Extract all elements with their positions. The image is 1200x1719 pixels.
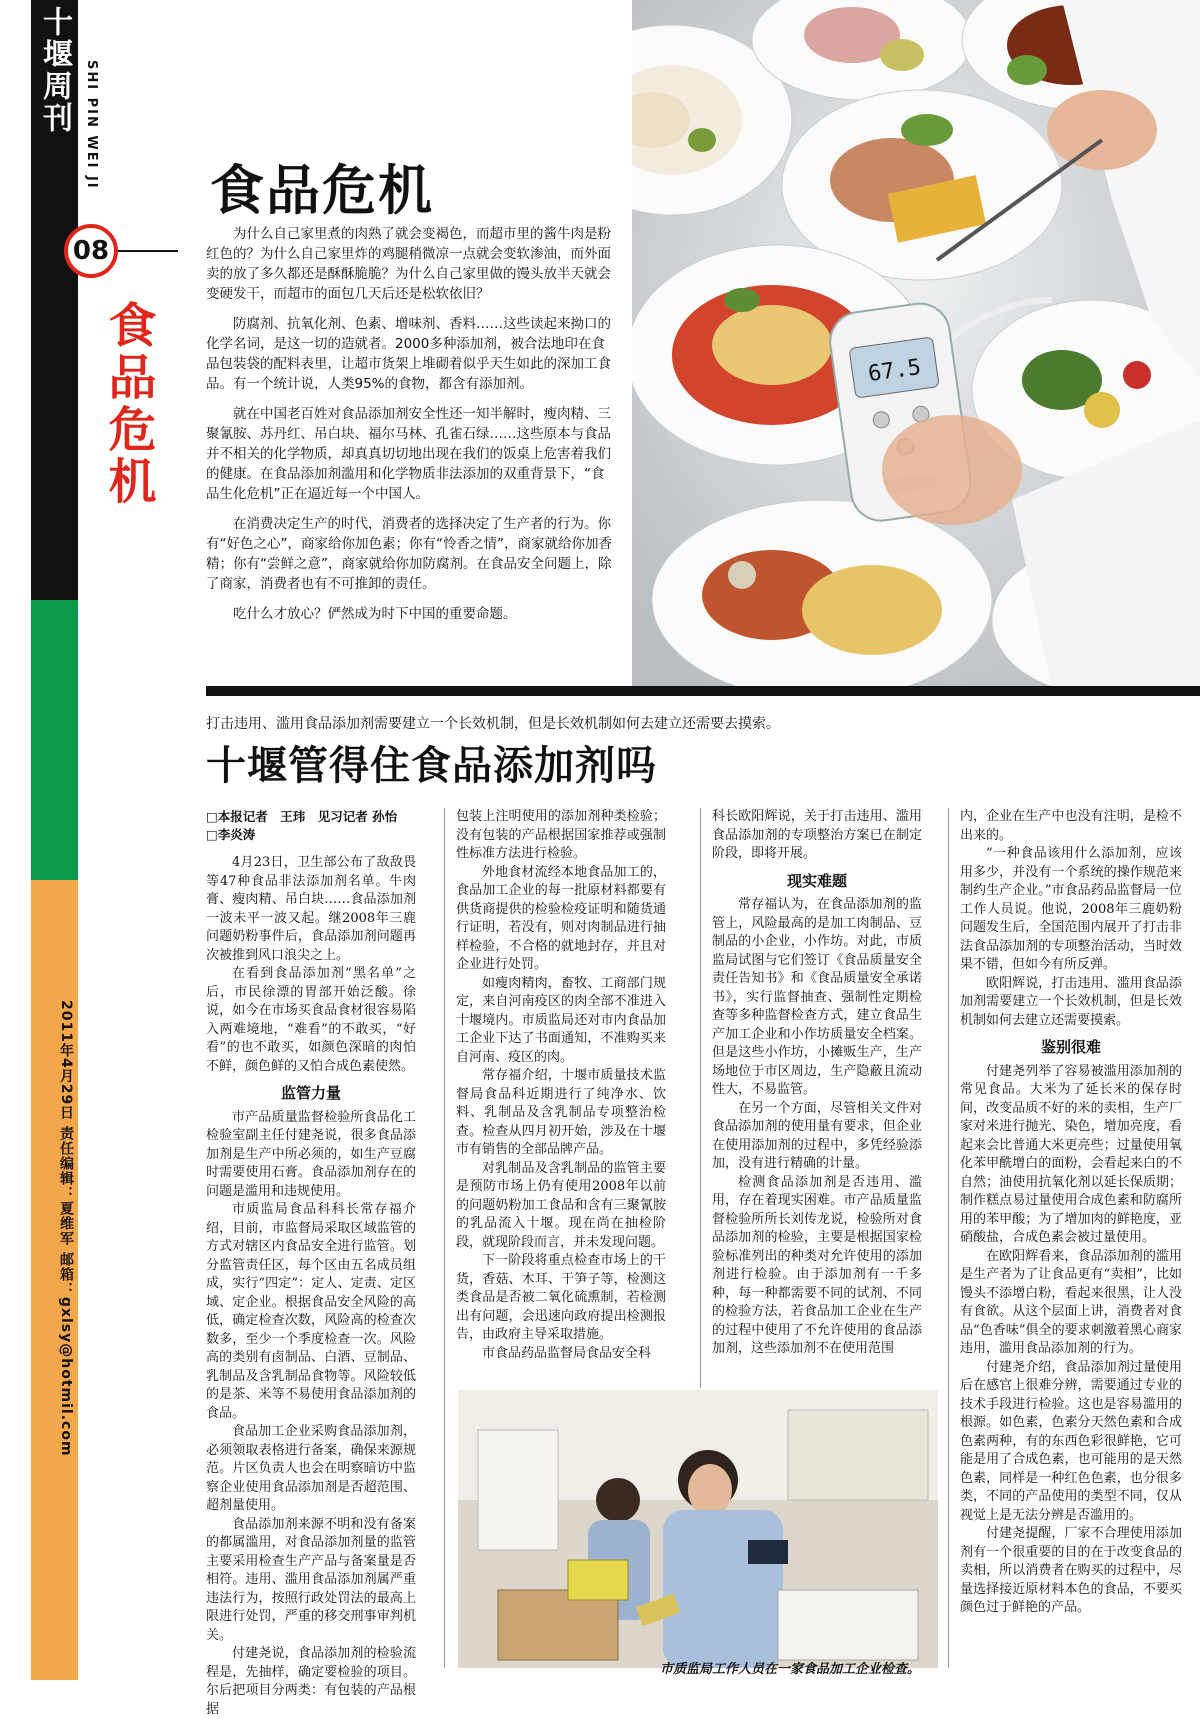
paragraph: 下一阶段将重点检查市场上的干货，香菇、木耳、干笋子等，检测这类食品是否被二氧化硫熏制，若检测出有问题，会迅速向政府提出检测报告，由政府主导采取措施。 xyxy=(456,1253,666,1342)
page-number-rule xyxy=(118,250,178,252)
paragraph: 内，企业在生产中也没有注明，是检不出来的。 xyxy=(960,809,1182,843)
hero-photo-food-thermometer xyxy=(632,0,1200,690)
byline-line: □李炎涛 xyxy=(206,827,256,842)
inspectors-illustration xyxy=(458,1390,938,1668)
paragraph: 4月23日，卫生部公布了敌敌畏等47种食品非法添加剂名单。牛肉膏、瘦肉精、吊白块……食品添加剂一波未平一波又起。继2008年三鹿问题奶粉事件后，食品添加剂问题再次被推到风口浪尖之上。 xyxy=(206,855,416,963)
hero-divider-bar xyxy=(206,686,1200,696)
paragraph: 检测食品添加剂是否违用、滥用，存在着现实困难。市产品质量监督检验所所长刘传龙说，检验所对食品添加剂的检验，主要是根据国家检验标准列出的种类对允许使用的添加剂进行检验。由于添加剂有一千多种，每一种都需要不同的试剂、不同的检验方法，若食品加工企业在生产的过程中使用了不允许使用的食品添加剂，这些添加剂不在使用范围 xyxy=(712,1174,922,1356)
article-column-1 xyxy=(206,808,416,1717)
paragraph: 食品添加剂来源不明和没有备案的都属滥用，对食品添加剂量的监管主要采用检查生产产品与备案量是否相符。违用、滥用食品添加剂属严重违法行为，按照行政处罚法的最高上限进行处罚，严重的移交刑事审判机关。 xyxy=(206,1516,416,1643)
paragraph: “一种食品该用什么添加剂，应该用多少，并没有一个系统的操作规范来制约生产企业。”市食品药品监督局一位工作人员说。他说，2008年三鹿奶粉问题发生后，全国范围内展开了打击非法食品添加剂的专项整治活动，当时效果不错，但如今有所反弹。 xyxy=(960,846,1182,972)
paragraph: 市质监局食品科科长常存福介绍，目前，市监督局采取区域监管的方式对辖区内食品安全进行监管。划分监管责任区，每个区由五名成员组成，实行“四定”：定人、定责、定区域、定企业。根据食品安全风险的高低，确定检查次数，风险高的检查次数多，至少一个季度检查一次。风险高的类别有卤制品、白酒、豆制品、乳制品及含乳制品食物等。风险较低的是茶、米等不易使用食品添加剂的食品。 xyxy=(206,1202,416,1421)
column-divider xyxy=(948,808,949,1668)
paragraph: 外地食材流经本地食品加工的，食品加工企业的每一批原材料都要有供货商提供的检验检疫证明和随货通行证明，若没有，则对肉制品进行抽样检验，不合格的就地封存，并且对企业进行处罚。 xyxy=(456,864,666,972)
byline xyxy=(206,808,416,844)
hero-title: 食品危机 xyxy=(210,158,434,222)
intro-paragraph: 就在中国老百姓对食品添加剂安全性还一知半解时，瘦肉精、三聚氰胺、苏丹红、吊白块、福尔马林、孔雀石绿……这些原本与食品并不相关的化学物质，却真真切切地出现在我们的饭桌上危害着我们的健康。在食品添加剂滥用和化学物质非法添加的双重背景下，“食品生化危机”正在逼近每一个中国人。 xyxy=(206,406,611,502)
paragraph: 包装上注明使用的添加剂种类检验；没有包装的产品根据国家推荐或强制性标准方法进行检验。 xyxy=(456,809,666,861)
holding-hand xyxy=(882,415,1022,525)
paragraph: 在看到食品添加剂“黑名单”之后，市民徐漂的胃部开始泛酸。徐说，如今在市场买食品食材很容易陷入两难境地，“难看”的不敢买，“好看”的也不敢买，如颜色深暗的肉怕不鲜，颜色鲜的又怕合成色素使然。 xyxy=(206,966,416,1074)
paragraph: 科长欧阳辉说，关于打击违用、滥用食品添加剂的专项整治方案已在制定阶段，即将开展。 xyxy=(712,809,922,861)
photo-caption: 市质监局工作人员在一家食品加工企业检查。 xyxy=(660,1662,921,1677)
column-divider xyxy=(444,808,445,1668)
side-rail-green xyxy=(31,600,78,880)
subheading: 现实难题 xyxy=(786,871,847,890)
page-number-badge: 08 xyxy=(64,224,118,278)
section-title-vertical: 食品危机 xyxy=(100,300,156,508)
hero-intro xyxy=(206,224,616,634)
paragraph: 在另一个方面，尽管相关文件对食品添加剂的使用量有要求，但企业在使用添加剂的过程中，多凭经验添加，没有进行精确的计量。 xyxy=(712,1100,922,1171)
intro-paragraph: 吃什么才放心？俨然成为时下中国的重要命题。 xyxy=(233,606,517,622)
paragraph: 常存福介绍，十堰市质量技术监督局食品科近期进行了纯净水、饮料、乳制品及含乳制品专项整治检查。检查从四月初开始，涉及在十堰市有销售的全部品牌产品。 xyxy=(456,1068,666,1157)
footer-date-editor-email: 2011年4月29日 责任编辑：夏维军 邮箱：gxlsy@hotmil.com xyxy=(58,1000,74,1457)
paragraph: 如瘦肉精肉，畜牧、工商部门规定，来自河南疫区的肉全部不准进入十堰境内。市质监局还对市内食品加工企业下达了书面通知，不准购买来自河南、疫区的肉。 xyxy=(456,975,666,1065)
intro-paragraph: 为什么自己家里煮的肉熟了就会变褐色，而超市里的酱牛肉是粉红色的？为什么自己家里炸的鸡腿稍微凉一点就会变软渗油，而外面卖的放了多久都还是酥酥脆脆？为什么自己家里做的馒头放半天就会变硬发干，而超市的面包几天后还是松软依旧？ xyxy=(206,226,611,302)
plate-bottom-noodles xyxy=(652,500,992,690)
paragraph: 付建尧列举了容易被滥用添加剂的常见食品。大米为了延长米的保存时间，改变品质不好的米的卖相，生产厂家对米进行抛光、染色，增加亮度，看起来会比普通大米更亮些；过量使用氧化苯甲酰增白的面粉，会看起来白的不自然；油使用抗氧化剂以延长保质期；制作糕点易过量使用合成色素和防腐所用的苯甲酸；为了增加肉的鲜艳度，亚硝酸盐，合成色素会被过量使用。 xyxy=(960,1063,1182,1245)
subheading: 鉴别很难 xyxy=(1040,1038,1101,1056)
article-column-2 xyxy=(456,808,666,1388)
thermometer-reading: 67.5 xyxy=(866,354,923,388)
column-divider xyxy=(700,808,701,1388)
article-headline: 十堰管得住食品添加剂吗 xyxy=(206,742,657,789)
paragraph: 食品加工企业采购食品添加剂，必须领取表格进行备案，确保来源规范。片区负责人也会在明察暗访中监察企业使用食品添加剂是否超范围、超剂量使用。 xyxy=(206,1424,416,1513)
paragraph: 付建尧说，食品添加剂的检验流程是，先抽样，确定要检验的项目。尔后把项目分两类：有包装的产品根据 xyxy=(206,1646,416,1717)
paragraph: 在欧阳辉看来，食品添加剂的滥用是生产者为了让食品更有“卖相”，比如馒头不添增白粉，看起来很黑，让人没有食欲。从这个层面上讲，消费者对食品“色香味”俱全的要求刺激着黑心商家违用，滥用食品添加剂的行为。 xyxy=(960,1248,1182,1356)
article-kicker: 打击违用、滥用食品添加剂需要建立一个长效机制，但是长效机制如何去建立还需要去摸索。 xyxy=(206,716,780,732)
paragraph: 付建尧介绍，食品添加剂过量使用后在感官上很难分辨，需要通过专业的技术手段进行检验。这也是容易滥用的根源。如色素，色素分天然色素和合成色素两种，有的东西色彩很鲜艳，它可能是用了合成色素，也可能用的是天然色素，同样是一种红色色素，也分很多类，不同的产品使用的类型不同，仅从视觉上是无法分辨是否滥用的。 xyxy=(960,1359,1182,1523)
article-column-4 xyxy=(960,808,1182,1678)
paragraph: 欧阳辉说，打击违用、滥用食品添加剂需要建立一个长效机制，但是长效机制如何去建立还需要摸索。 xyxy=(960,975,1182,1028)
paragraph: 付建尧提醒，厂家不合理使用添加剂有一个很重要的目的在于改变食品的卖相，所以消费者在购买的过程中，尽量选择接近原材料本色的食品，不要买颜色过于鲜艳的产品。 xyxy=(960,1526,1182,1615)
byline-line: □本报记者 王玮 见习记者 孙怡 xyxy=(206,809,398,824)
subheading: 监管力量 xyxy=(280,1084,341,1102)
intro-paragraph: 在消费决定生产的时代，消费者的选择决定了生产者的行为。你有“好色之心”，商家给你加色素；你有“怜香之情”，商家就给你加香精；你有“尝鲜之意”，商家就给你加防腐剂。在食品安全问题上，除了商家，消费者也有不可推卸的责任。 xyxy=(206,516,612,592)
chef-hand-top xyxy=(1047,90,1157,170)
paragraph: 常存福认为，在食品添加剂的监管上，风险最高的是加工肉制品、豆制品的小企业，小作坊。对此，市质监局试图与它们签订《食品质量安全责任告知书》和《食品质量安全承诺书》，实行监督抽查、强制性定期检查等多种监督检查方式，建立食品生产加工企业和小作坊质量安全档案。但是这些小作坊，小摊贩生产，生产场地位于市区周边，生产隐蔽且流动性大，不易监管。 xyxy=(712,897,922,1097)
paragraph: 市产品质量监督检验所食品化工检验室副主任付建尧说，很多食品添加剂是生产中所必须的，如生产豆腐时需要使用石膏。食品添加剂存在的问题是滥用和违规使用。 xyxy=(206,1109,416,1199)
food-plates-illustration xyxy=(632,0,1200,690)
inspection-photo xyxy=(458,1390,938,1668)
paragraph: 市食品药品监督局食品安全科 xyxy=(482,1345,652,1361)
paragraph: 对乳制品及含乳制品的监管主要是预防市场上仍有使用2008年以前的问题奶粉加工食品和含有三聚氰胺的乳品流入十堰。现在尚在抽检阶段，就现阶段而言，并未发现问题。 xyxy=(456,1160,666,1250)
intro-paragraph: 防腐剂、抗氧化剂、色素、增味剂、香料……这些读起来拗口的化学名词，是这一切的造就者。2000多种添加剂，被合法地印在食品包装袋的配料表里，让超市货架上堆砌着似乎天生如此的深加工食品。有一个统计说，人类95%的食物，都含有添加剂。 xyxy=(206,316,611,392)
article-column-3 xyxy=(712,808,922,1388)
section-pinyin: SHI PIN WEI JI xyxy=(84,60,99,190)
masthead-title: 十堰周刊 xyxy=(37,6,72,134)
